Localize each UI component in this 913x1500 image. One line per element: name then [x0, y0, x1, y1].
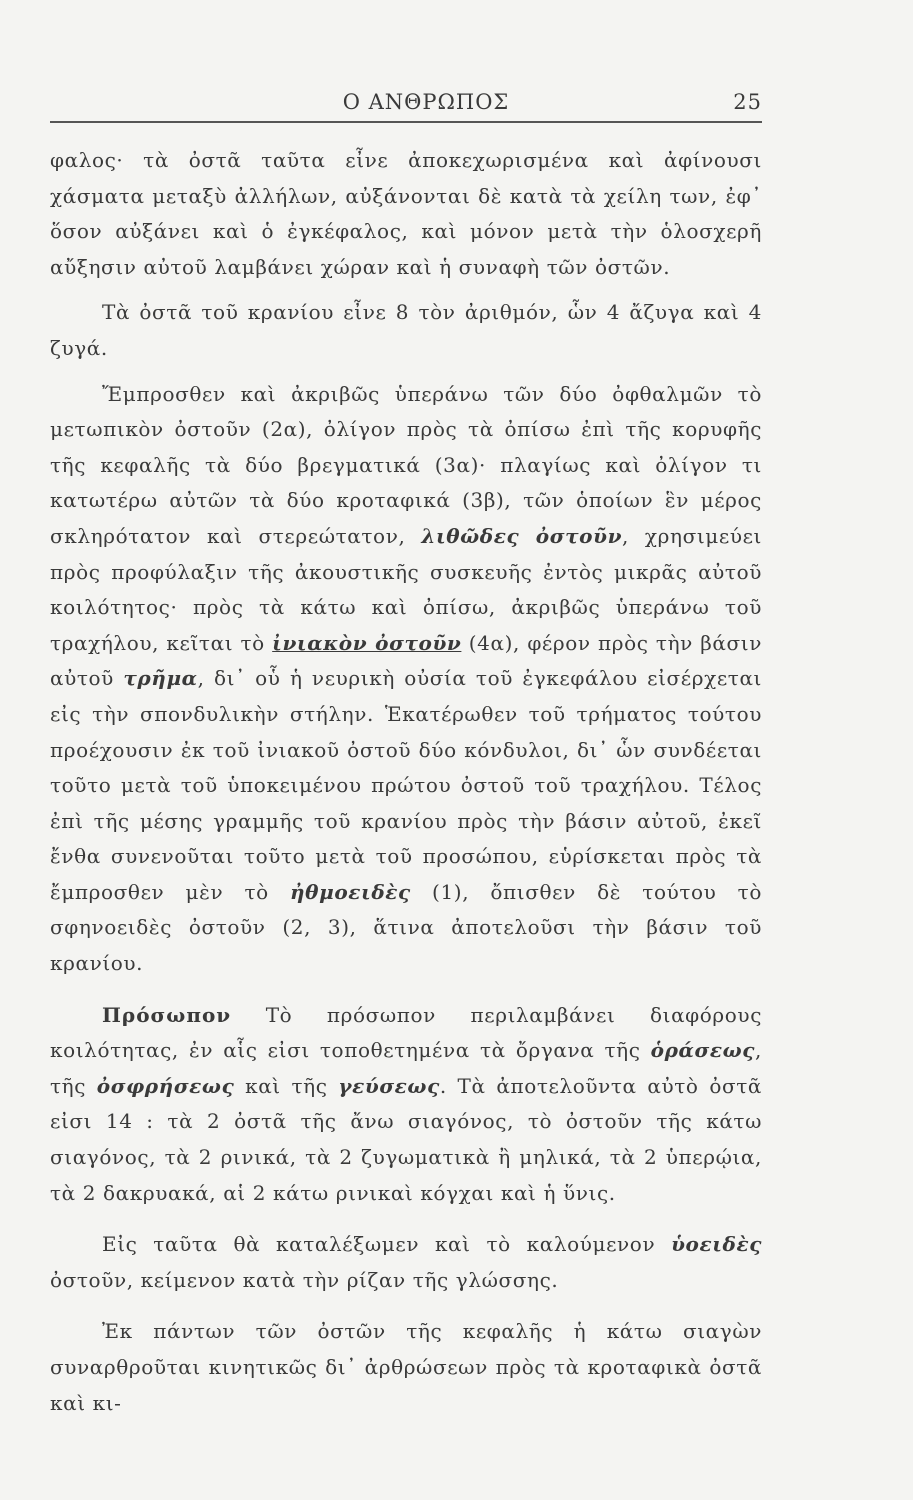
text-run: , χρησιμεύει πρὸς προφύλαξιν τῆς ἀκουστικῆς συσκευῆς ἐντὸς μικρᾶς αὐτοῦ κοιλότητος· πρὸς τὰ κάτω καὶ ὀπίσω, ἀκριβῶς ὑπεράνω τοῦ τραχήλου, κεῖται τὸ: [50, 523, 762, 655]
text-run: (1), ὄπισθεν δὲ τούτου τὸ σφηνοειδὲς ὀστοῦν (2, 3), ἅτινα ἀποτελοῦσι τὴν βάσιν τοῦ κρανίου.: [50, 879, 762, 976]
text-body: [50, 143, 762, 1421]
paragraph: [50, 1314, 762, 1421]
emphasized-term: λιθῶδες ὀστοῦν: [421, 523, 623, 548]
text-run: Ἐκ πάντων τῶν ὀστῶν τῆς κεφαλῆς ἡ κάτω σιαγὼν συναρθροῦται κινητικῶς δι᾽ ἀρθρώσεων πρὸς τὰ κροταφικὰ ὀστᾶ καὶ κι-: [50, 1319, 762, 1415]
paragraph: [50, 295, 762, 366]
text-run: . Τὰ ἀποτελοῦντα αὐτὸ ὀστᾶ εἰσι 14 : τὰ 2 ὀστᾶ τῆς ἄνω σιαγόνος, τὸ ὀστοῦν τῆς κάτω σιαγόνος, τὰ 2 ρινικά, τὰ 2 ζυγωματικὰ ἢ μηλικά, τὰ 2 ὑπερῴια, τὰ 2 δακρυακά, αἱ 2 κάτω ρινικαὶ κόγχαι καὶ ἡ ὕνις.: [50, 1073, 762, 1205]
paragraph: [50, 1227, 762, 1298]
emphasized-term: γεύσεως: [338, 1073, 440, 1098]
paragraph: [50, 143, 762, 285]
text-run: Εἰς ταῦτα θὰ καταλέξωμεν καὶ τὸ καλούμενον: [102, 1232, 672, 1257]
emphasized-term: τρῆμα: [123, 666, 198, 691]
emphasized-term: ἰνιακὸν ὀστοῦν: [272, 630, 462, 655]
text-run: , τῆς: [50, 1038, 762, 1098]
text-run: καὶ τῆς: [234, 1073, 339, 1098]
text-run: Τὰ ὀστᾶ τοῦ κρανίου εἶνε 8 τὸν ἀριθμόν, ὧν 4 ἄζυγα καὶ 4 ζυγά.: [50, 300, 762, 360]
text-run: Ἔμπροσθεν καὶ ἀκριβῶς ὑπεράνω τῶν δύο ὀφθαλμῶν τὸ μετωπικὸν ὀστοῦν (2α), ὀλίγον πρὸς τὰ ὀπίσω ἐπὶ τῆς κορυφῆς τῆς κεφαλῆς τὰ δύο βρεγματικά (3α)· πλαγίως καὶ ὀλίγον τι κατωτέρω αὐτῶν τὰ δύο κροταφικά (3β), τῶν ὁποίων ἓν μέρος σκληρότατον καὶ στερεώτατον,: [50, 381, 762, 548]
running-title: Ο ΑΝΘΡΩΠΟΣ: [342, 90, 510, 114]
text-run: ὀστοῦν, κείμενον κατὰ τὴν ρίζαν τῆς γλώσσης.: [50, 1267, 559, 1292]
emphasized-term: ἠθμοειδὲς: [290, 879, 411, 904]
text-run: φαλος· τὰ ὀστᾶ ταῦτα εἶνε ἀποκεχωρισμένα καὶ ἀφίνουσι χάσματα μεταξὺ ἀλλήλων, αὐξάνονται δὲ κατὰ τὰ χείλη των, ἐφ᾽ ὅσον αὐξάνει καὶ ὁ ἐγκέφαλος, καὶ μόνον μετὰ τὴν ὁλοσχερῆ αὔξησιν αὐτοῦ λαμβάνει χώραν καὶ ἡ συναφὴ τῶν ὀστῶν.: [50, 148, 762, 279]
text-run: (4α), φέρον πρὸς τὴν βάσιν αὐτοῦ: [50, 630, 762, 691]
emphasized-term: ὁράσεως: [650, 1038, 756, 1063]
emphasized-term: ὀσφρήσεως: [96, 1073, 235, 1098]
page-number: 25: [733, 90, 762, 114]
emphasized-term: ὑοειδὲς: [671, 1232, 762, 1257]
section-lead: Πρόσωπον: [102, 1002, 232, 1027]
paragraph: [50, 998, 762, 1212]
header-rule: [50, 121, 762, 123]
text-run: Τὸ πρόσωπον περιλαμβάνει διαφόρους κοιλότητας, ἐν αἷς εἰσι τοποθετημένα τὰ ὄργανα τῆς: [50, 1002, 762, 1063]
paragraph: [50, 377, 762, 982]
text-run: , δι᾽ οὗ ἡ νευρικὴ οὐσία τοῦ ἐγκεφάλου εἰσέρχεται εἰς τὴν σπονδυλικὴν στήλην. Ἑκατέρωθεν τοῦ τρήματος τούτου προέχουσιν ἐκ τοῦ ἰνιακοῦ ὀστοῦ δύο κόνδυλοι, δι᾽ ὧν συνδέεται τοῦτο μετὰ τοῦ ὑποκειμένου πρώτου ὀστοῦ τοῦ τραχήλου. Τέλος ἐπὶ τῆς μέσης γραμμῆς τοῦ κρανίου πρὸς τὴν βάσιν αὐτοῦ, ἐκεῖ ἔνθα συνενοῦται τοῦτο μετὰ τοῦ προσώπου, εὑρίσκεται πρὸς τὰ ἔμπροσθεν μὲν τὸ: [50, 666, 762, 904]
running-header: [50, 88, 762, 122]
